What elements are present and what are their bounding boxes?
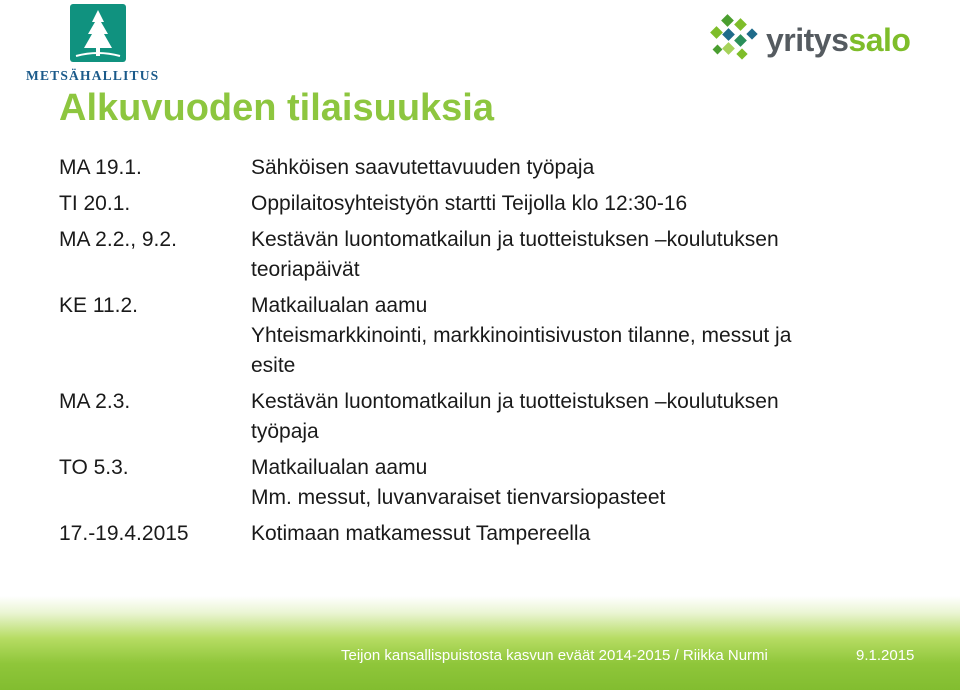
event-item (59, 153, 939, 183)
event-date: 17.-19.4.2015 (59, 522, 189, 545)
yritys-salo-wordmark (766, 22, 910, 59)
event-description (251, 225, 939, 285)
event-description (251, 153, 939, 183)
event-date: KE 11.2. (59, 294, 138, 317)
event-date: MA 19.1. (59, 156, 142, 179)
event-description-line: Matkailualan aamu (251, 456, 428, 479)
event-description (251, 189, 939, 219)
metsahallitus-logo (26, 4, 172, 86)
event-description (251, 453, 939, 513)
event-description-line: esite (251, 354, 296, 377)
metsahallitus-emblem-icon (70, 4, 126, 62)
event-date: MA 2.3. (59, 390, 131, 413)
footer-date: 9.1.2015 (856, 647, 915, 664)
event-item (59, 291, 939, 381)
event-description (251, 387, 939, 447)
event-description-line: Kestävän luontomatkailun ja tuotteistuksen –koulutuksen (251, 390, 779, 413)
event-date: TI 20.1. (59, 192, 131, 215)
event-item (59, 387, 939, 447)
event-description-line: Matkailualan aamu (251, 294, 428, 317)
event-item (59, 225, 939, 285)
yritys-salo-wordmark-part1: yritys (766, 22, 849, 58)
metsahallitus-wordmark: METSÄHALLITUS (26, 68, 160, 83)
event-item (59, 453, 939, 513)
event-description-line: Oppilaitosyhteistyön startti Teijolla klo 12:30-16 (251, 192, 688, 215)
event-date: MA 2.2., 9.2. (59, 228, 177, 251)
event-description (251, 291, 939, 381)
event-description-line: Kotimaan matkamessut Tampereella (251, 522, 591, 545)
event-description-line: Kestävän luontomatkailun ja tuotteistuksen –koulutuksen (251, 228, 779, 251)
yritys-salo-emblem-icon (708, 10, 764, 66)
slide-title: Alkuvuoden tilaisuuksia (59, 87, 494, 129)
event-description-line: teoriapäivät (251, 258, 360, 281)
event-list (59, 153, 939, 555)
event-item (59, 189, 939, 219)
event-date: TO 5.3. (59, 456, 129, 479)
event-description-line: työpaja (251, 420, 319, 443)
event-description-line: Sähköisen saavutettavuuden työpaja (251, 156, 595, 179)
event-description-line: Yhteismarkkinointi, markkinointisivuston tilanne, messut ja (251, 324, 792, 347)
footer-text: Teijon kansallispuistosta kasvun eväät 2014-2015 / Riikka Nurmi (341, 647, 768, 664)
footer-band (0, 596, 960, 690)
yritys-salo-wordmark-part2: salo (848, 22, 911, 58)
event-item (59, 519, 939, 549)
event-description (251, 519, 939, 549)
yritys-salo-logo (708, 10, 918, 70)
event-description-line: Mm. messut, luvanvaraiset tienvarsiopasteet (251, 486, 666, 509)
